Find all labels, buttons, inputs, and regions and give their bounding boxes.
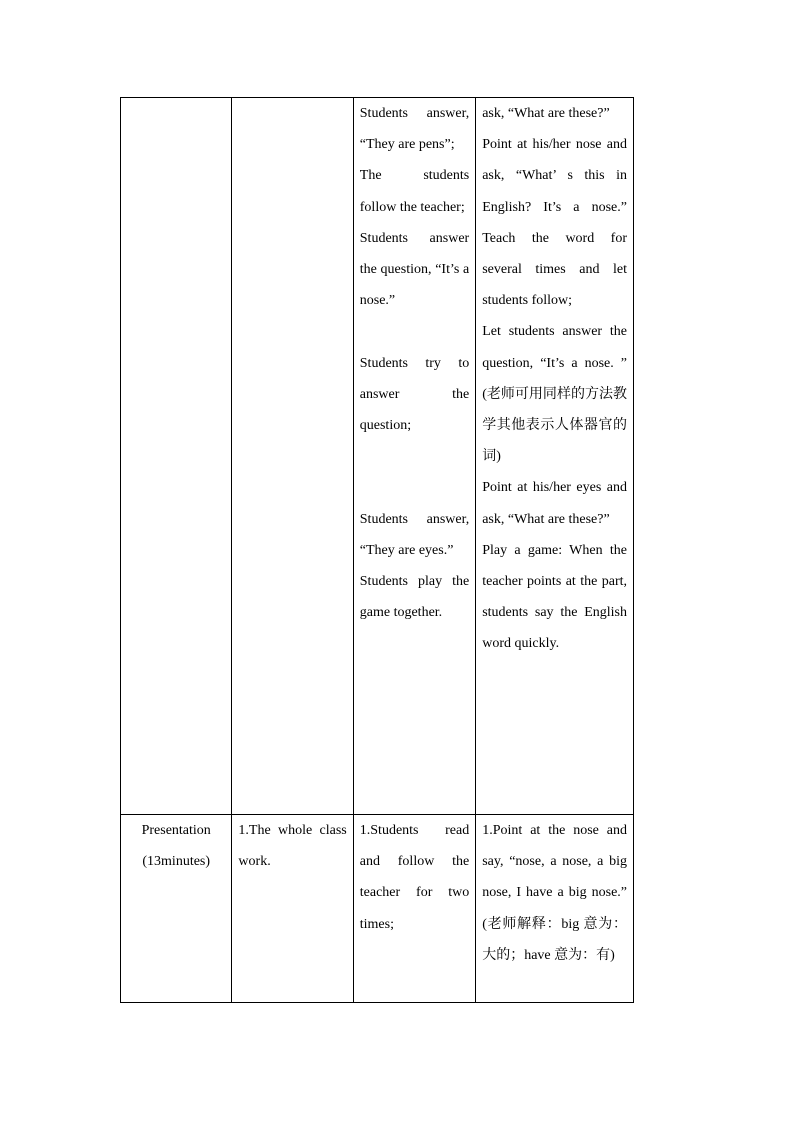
spacer (360, 472, 469, 503)
teacher-activity-text: Let students answer the question, “It’s a nose. ” (老师可用同样的方法教学其他表示人体器官的词) (482, 324, 627, 465)
stage-cell (121, 815, 232, 1003)
table-row (121, 98, 634, 815)
student-activity-text: Students answer, “They are eyes.” (359, 511, 470, 558)
student-activity-text: The students follow the teacher; (359, 168, 470, 215)
stage-name: Presentation (141, 823, 211, 838)
student-activity-text: Students play the game together. (359, 574, 470, 621)
student-activity-text: Students answer the question, “It’s a nose.” (359, 230, 470, 309)
organization-text: 1.The whole class work. (238, 823, 347, 870)
student-activity-cell (353, 815, 475, 1003)
teacher-activity-text: 1.Point at the nose and say, “nose, a nose, a big nose, I have a big nose.” (老师解释：big 意为：大的；have 意为：有) (482, 823, 627, 963)
teacher-activity-text: Point at his/her eyes and ask, “What are these?” (482, 480, 627, 527)
student-activity-text: 1.Students read and follow the teacher for two times; (359, 823, 470, 932)
student-activity-text: Students try to answer the question; (359, 355, 470, 434)
stage-time: (13minutes) (142, 854, 211, 870)
teacher-activity-text: Play a game: When the teacher points at the part, students say the English word quickly. (482, 542, 627, 652)
spacer (360, 316, 469, 347)
stage-cell-empty (121, 98, 232, 815)
table-row (121, 815, 634, 1003)
student-activity-text: Students answer, “They are pens”; (359, 106, 470, 153)
organization-cell-empty (232, 98, 353, 815)
teacher-activity-cell (476, 98, 634, 815)
student-activity-cell (353, 98, 475, 815)
spacer (360, 441, 469, 472)
teacher-activity-text: ask, “What are these?” (482, 106, 610, 121)
teacher-activity-text: Point at his/her nose and ask, “What’ s this in English? It’s a nose.” Teach the word for several times and let students follow; (482, 137, 627, 309)
teacher-activity-cell (476, 815, 634, 1003)
organization-cell (232, 815, 353, 1003)
lesson-plan-table (120, 97, 634, 1003)
